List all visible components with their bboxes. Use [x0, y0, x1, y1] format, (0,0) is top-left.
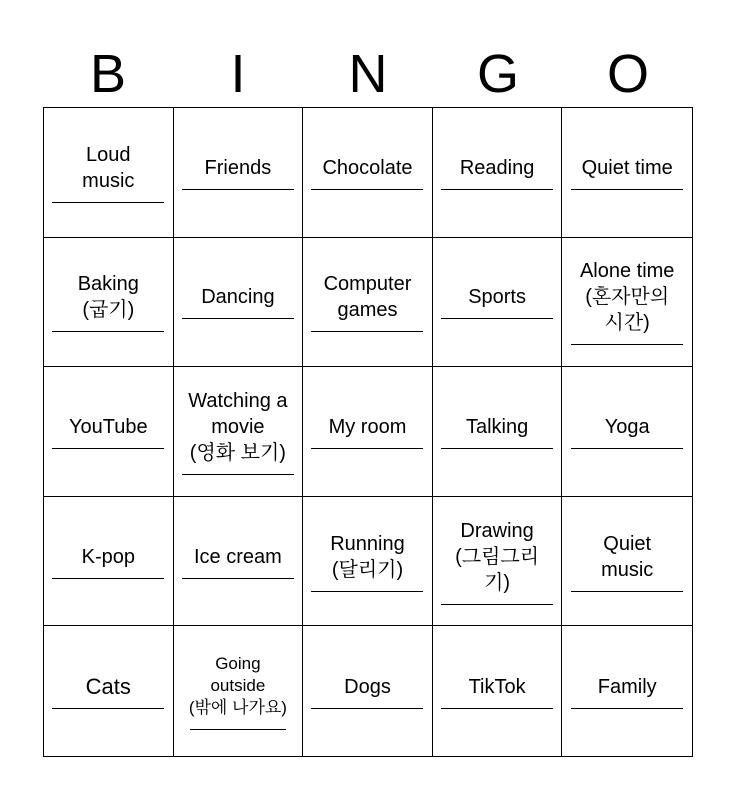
bingo-cell-5[interactable]: [562, 108, 692, 238]
cell-label: TikTok: [468, 675, 526, 698]
bingo-cell-20[interactable]: [562, 497, 692, 627]
cell-blank-line[interactable]: [441, 700, 553, 709]
bingo-cell-17[interactable]: [174, 497, 304, 627]
bingo-cell-24[interactable]: [433, 626, 563, 756]
bingo-grid: [43, 107, 693, 757]
header-letter-n: N: [348, 44, 388, 104]
cell-blank-line[interactable]: [571, 440, 683, 449]
cell-label: Family: [597, 675, 657, 698]
cell-label: Watching a movie (영화 보기): [188, 389, 288, 464]
bingo-cell-8[interactable]: [303, 238, 433, 368]
cell-label: Baking (굽기): [77, 273, 139, 322]
cell-label: K-pop: [81, 545, 135, 568]
bingo-cell-15[interactable]: [562, 367, 692, 497]
bingo-cell-2[interactable]: [174, 108, 304, 238]
cell-blank-line[interactable]: [52, 570, 164, 579]
cell-blank-line[interactable]: [190, 719, 286, 730]
cell-blank-line[interactable]: [441, 181, 553, 190]
cell-label: YouTube: [69, 415, 148, 438]
cell-label: Yoga: [604, 415, 650, 438]
cell-blank-line[interactable]: [311, 583, 423, 592]
bingo-cell-3[interactable]: [303, 108, 433, 238]
cell-blank-line[interactable]: [441, 310, 553, 319]
cell-blank-line[interactable]: [311, 323, 423, 332]
cell-blank-line[interactable]: [441, 440, 553, 449]
bingo-cell-11[interactable]: [44, 367, 174, 497]
cell-label: Quiet time: [581, 156, 673, 179]
cell-blank-line[interactable]: [571, 583, 683, 592]
cell-blank-line[interactable]: [571, 336, 683, 345]
cell-blank-line[interactable]: [311, 700, 423, 709]
bingo-cell-22[interactable]: [174, 626, 304, 756]
cell-label: My room: [328, 415, 407, 438]
cell-label: Chocolate: [322, 156, 413, 179]
cell-blank-line[interactable]: [52, 323, 164, 332]
cell-blank-line[interactable]: [182, 466, 294, 475]
bingo-cell-18[interactable]: [303, 497, 433, 627]
cell-label: Talking: [465, 415, 529, 438]
header-letter-b: B: [89, 44, 127, 104]
header-letter-g: G: [476, 44, 519, 104]
bingo-cell-21[interactable]: [44, 626, 174, 756]
cell-blank-line[interactable]: [311, 440, 423, 449]
cell-blank-line[interactable]: [52, 440, 164, 449]
cell-label: Going outside (밖에 나가요): [188, 653, 287, 717]
bingo-cell-4[interactable]: [433, 108, 563, 238]
cell-label: Ice cream: [193, 545, 282, 568]
bingo-cell-25[interactable]: [562, 626, 692, 756]
bingo-cell-6[interactable]: [44, 238, 174, 368]
cell-blank-line[interactable]: [441, 596, 553, 605]
cell-label: Alone time (혼자만의 시간): [579, 260, 675, 335]
header-letter-o: O: [606, 44, 649, 104]
bingo-cell-9[interactable]: [433, 238, 563, 368]
cell-label: Dancing: [201, 286, 275, 309]
cell-blank-line[interactable]: [571, 181, 683, 190]
bingo-cell-23[interactable]: [303, 626, 433, 756]
bingo-cell-1[interactable]: [44, 108, 174, 238]
cell-label: Cats: [85, 673, 131, 699]
cell-label: Sports: [468, 286, 526, 309]
bingo-cell-12[interactable]: [174, 367, 304, 497]
bingo-cell-19[interactable]: [433, 497, 563, 627]
cell-blank-line[interactable]: [311, 181, 423, 190]
cell-blank-line[interactable]: [182, 181, 294, 190]
cell-blank-line[interactable]: [182, 570, 294, 579]
cell-label: Computer games: [323, 273, 412, 322]
cell-label: Dogs: [344, 675, 391, 698]
bingo-cell-13[interactable]: [303, 367, 433, 497]
bingo-cell-16[interactable]: [44, 497, 174, 627]
bingo-cell-10[interactable]: [562, 238, 692, 368]
bingo-cell-7[interactable]: [174, 238, 304, 368]
header-letter-i: I: [230, 44, 246, 104]
cell-blank-line[interactable]: [52, 700, 164, 709]
cell-blank-line[interactable]: [182, 310, 294, 319]
cell-label: Quiet music: [601, 532, 654, 581]
cell-label: Drawing (그림그리 기): [455, 519, 540, 594]
cell-blank-line[interactable]: [571, 700, 683, 709]
cell-label: Loud music: [82, 143, 135, 192]
bingo-header: [43, 40, 693, 108]
cell-label: Friends: [204, 156, 272, 179]
cell-label: Running (달리기): [330, 532, 405, 581]
cell-blank-line[interactable]: [52, 194, 164, 203]
bingo-cell-14[interactable]: [433, 367, 563, 497]
cell-label: Reading: [459, 156, 535, 179]
